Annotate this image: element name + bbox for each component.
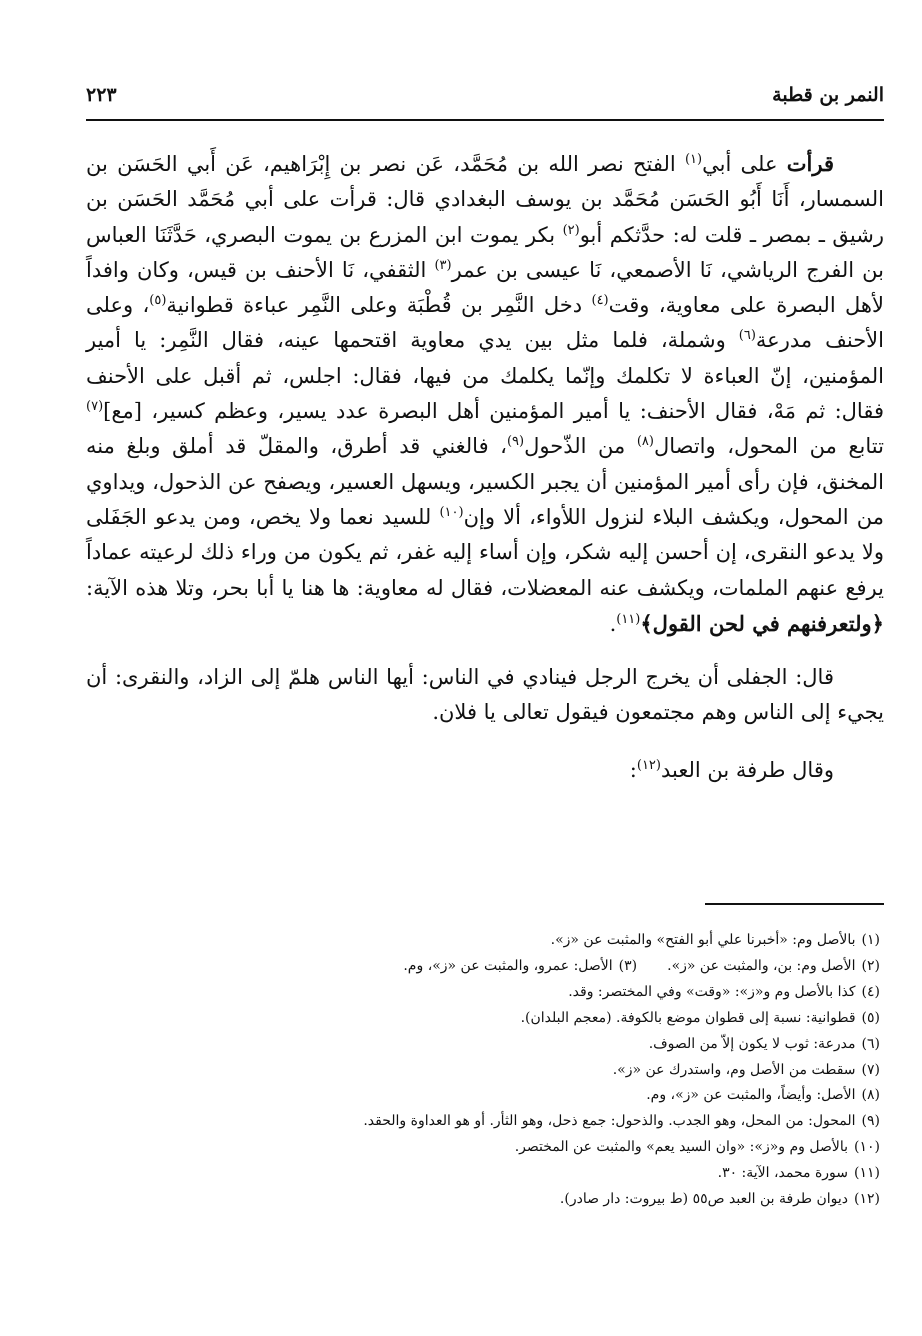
footnote-ref: (١) — [684, 152, 703, 167]
text-run: الثقفي، نَا الأحنف بن قيس، وكان وافداً لأهل البصرة على معاوية، وقت — [86, 257, 884, 318]
footnote-number: (١٢) — [854, 1191, 880, 1208]
footnote — [160, 954, 880, 980]
footnote — [160, 928, 880, 954]
footnote-ref: (١١) — [616, 611, 641, 627]
footnote-ref: (٤) — [591, 293, 609, 309]
footnote-number: (٥) — [861, 1009, 880, 1026]
footnote — [160, 980, 880, 1006]
footnote-ref: (١٠) — [439, 504, 464, 520]
text-run: وشملة، فلما مثل بين يدي معاوية اقتحمها عينه، فقال النَّمِر: يا أمير المؤمنين، إنّ العباءة لا تكلمك وإنّما يكلمك من فيها، فقال: اجلس، ثم أقبل على الأحنف فقال: ثم مَهْ، فقال الأحنف: يا أمير المؤمنين أهل البصرة عدد يسير، وعظم كسير، [مع] — [86, 328, 884, 424]
verse-intro — [86, 753, 884, 788]
footnote-text: الأصل: وأيضاً، والمثبت عن «ز»، وم. — [646, 1087, 856, 1104]
footnote-text: بالأصل وم و«ز»: «وان السيد يعم» والمثبت عن المختصر. — [514, 1139, 849, 1156]
main-text — [86, 146, 884, 788]
footnote-number: (٦) — [861, 1035, 880, 1052]
footnote — [160, 1187, 880, 1213]
footnote-ref: (٢) — [562, 222, 580, 238]
footnote — [160, 1161, 880, 1187]
text-run: للسيد نعما ولا يخص، ومن يدعو الجَفَلى ولا يدعو النقرى، إن أحسن إليه شكر، وإن أساء إليه غفر، ثم يكون من وراء ذلك لرعيته عماداً يرفع عنهم الملمات، ويكشف عنه المعضلات، فقال له معاوية: ها هنا يا أبا بحر، وتلا هذه الآية: — [86, 504, 884, 600]
footnotes — [160, 928, 880, 1213]
footnote-text: بالأصل وم: «أخبرنا علي أبو الفتح» والمثبت عن «ز». — [550, 932, 856, 948]
footnote-number: (٤) — [861, 983, 880, 1000]
footnote — [160, 1058, 880, 1084]
footnote-text: الأصل وم: بن، والمثبت عن «ز». — [667, 957, 856, 974]
footnote-number: (٧) — [861, 1061, 880, 1078]
footnote-text: قطوانية: نسبة إلى قطوان موضع بالكوفة. (معجم البلدان). — [520, 1009, 856, 1026]
footnote-ref: (١٢) — [636, 757, 661, 773]
footnote-text: ديوان طرفة بن العبد ص٥٥ (ط بيروت: دار صادر). — [559, 1191, 849, 1208]
footnote-ref: (٦) — [738, 328, 756, 344]
footnote-ref: (٨) — [636, 434, 654, 450]
page-number: ٢٢٣ — [86, 84, 117, 106]
footnote-text: سورة محمد، الآية: ٣٠. — [717, 1165, 849, 1182]
footnote-rule — [705, 903, 884, 905]
running-title: النمر بن قطبة — [772, 84, 884, 106]
paragraph-narration — [86, 146, 884, 642]
footnote — [160, 1006, 880, 1032]
text-run: الفتح نصر الله بن مُحَمَّد، عَن نصر بن إِبْرَاهيم، عَن أَبي الحَسَن بن السمسار، أَنَا أَبُو الحَسَن مُحَمَّد بن يوسف البغدادي قال: قرأت على أبي مُحَمَّد الحَسَن بن رشيق ـ بمصر ـ قلت له: حدَّثكم أبو — [86, 152, 885, 247]
lead-word: قرأت — [786, 151, 834, 176]
footnote-number: (١) — [861, 932, 880, 948]
text-run: تتابع من المحول، واتصال — [653, 434, 884, 459]
footnote-number: (٨) — [861, 1087, 880, 1104]
footnote-number: (٩) — [861, 1113, 880, 1130]
footnote-text: المحول: من المحل، وهو الجدب. والذحول: جمع ذحل، وهو الثأر. أو هو العداوة والحقد. — [363, 1113, 856, 1130]
footnote — [160, 1109, 880, 1135]
footnote-number: (١١) — [854, 1165, 880, 1182]
text-run: وقال طرفة بن العبد — [660, 757, 834, 782]
text-run: ، وعلى الأحنف مدرعة — [86, 293, 884, 353]
footnote-ref: (٧) — [86, 399, 104, 415]
footnote — [160, 1083, 880, 1109]
footnote-number: (٣) — [618, 957, 638, 974]
footnote-ref: (٩) — [506, 434, 525, 450]
footnote — [160, 1135, 880, 1161]
footnote-text: مدرعة: ثوب لا يكون إلاّ من الصوف. — [648, 1035, 856, 1052]
text-run: على أبي — [702, 152, 787, 176]
text-run: من الذّحول — [524, 434, 637, 459]
text-run: دخل النَّمِر بن قُطْبَة وعلى النَّمِر عباءة قطوانية — [166, 293, 592, 318]
footnote-number: (٢) — [861, 957, 880, 974]
text-run: ، فالغني قد أطرق، والمقلّ قد أملق وبلغ منه المخنق، فإن رأى أمير المؤمنين أن يجبر الكسير، ويسهل العسير، ويصفح عن الذحول، ويداوي من المحول، ويكشف البلاء لنزول اللأواء، ألا وإن — [86, 434, 884, 529]
footnote-inline — [403, 958, 637, 974]
header-rule — [86, 119, 884, 121]
paragraph-gloss: قال: الجفلى أن يخرج الرجل فينادي في الناس: أيها الناس هلمّ إلى الزاد، والنقرى: أن يجيء إلى الناس وهم مجتمعون فيقول تعالى يا فلان. — [86, 665, 884, 725]
running-header — [86, 78, 884, 114]
text-run: بكر يموت ابن المزرع بن يموت البصري، حَدَّثَنَا العباس بن الفرج الرياشي، نَا الأصمعي، نَا عيسى بن عمر — [86, 222, 885, 282]
text-run: : — [629, 757, 637, 782]
footnote-ref: (٣) — [434, 257, 452, 273]
quran-quote: ﴿ولتعرفنهم في لحن القول﴾ — [640, 610, 884, 636]
footnote-ref: (٥) — [149, 293, 167, 309]
footnote-number: (١٠) — [854, 1139, 880, 1156]
footnote-text: سقطت من الأصل وم، واستدرك عن «ز». — [612, 1061, 856, 1078]
text-run: . — [609, 611, 617, 636]
footnote-text: كذا بالأصل وم و«ز»: «وقت» وفي المختصر: وقد. — [568, 983, 856, 1000]
footnote-text: الأصل: عمرو، والمثبت عن «ز»، وم. — [403, 957, 613, 974]
footnote — [160, 1032, 880, 1058]
